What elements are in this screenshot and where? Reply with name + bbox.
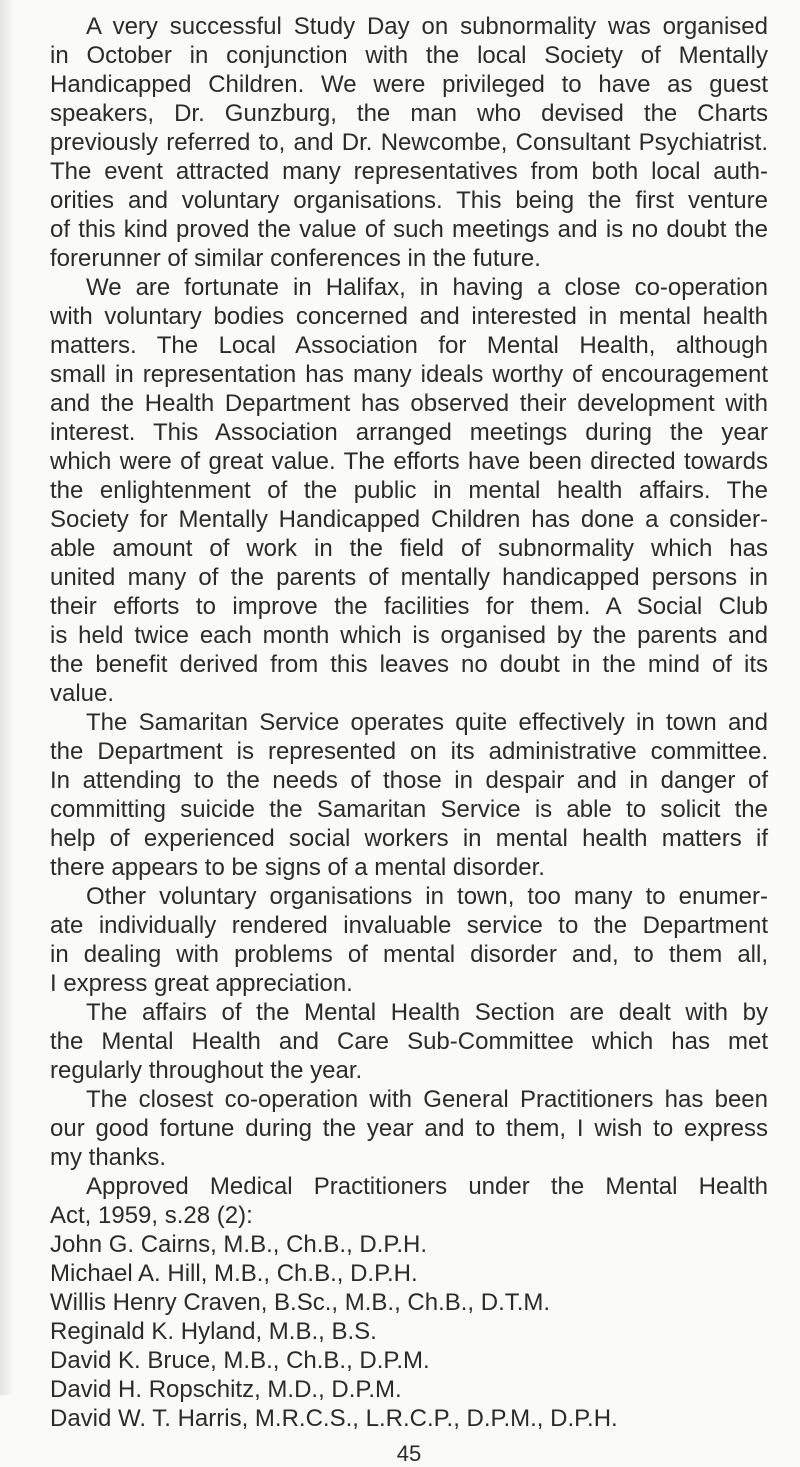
text-line: in October in conjunction with the local Society of Mentally: [50, 42, 768, 69]
text-line: Act, 1959, s.28 (2):: [50, 1202, 253, 1229]
page-edge-shadow: [0, 0, 14, 1395]
text-line: A very successful Study Day on subnormality was organised: [86, 13, 768, 40]
text-line: In attending to the needs of those in despair and in danger of: [50, 767, 768, 794]
text-line: united many of the parents of mentally handicapped persons in: [50, 564, 768, 591]
text-line: matters. The Local Association for Mental Health, although: [50, 332, 768, 359]
practitioner-name: John G. Cairns, M.B., Ch.B., D.P.H.: [50, 1231, 428, 1258]
text-line: the Department is represented on its administrative committee.: [50, 738, 768, 765]
text-line: of this kind proved the value of such meetings and is no doubt the: [50, 216, 768, 243]
text-line: The affairs of the Mental Health Section are dealt with by: [86, 999, 768, 1026]
text-line: ate individually rendered invaluable service to the Department: [50, 912, 768, 939]
document-body: [50, 0, 768, 1467]
text-line: Approved Medical Practitioners under the Mental Health: [86, 1173, 768, 1200]
practitioner-name: David K. Bruce, M.B., Ch.B., D.P.M.: [50, 1347, 430, 1374]
text-line: our good fortune during the year and to them, I wish to express: [50, 1115, 768, 1142]
practitioner-name: David W. T. Harris, M.R.C.S., L.R.C.P., D.P.M., D.P.H.: [50, 1405, 618, 1432]
text-line: is held twice each month which is organised by the parents and: [50, 622, 768, 649]
text-line: help of experienced social workers in mental health matters if: [50, 825, 768, 852]
text-line: I express great appreciation.: [50, 970, 353, 997]
text-line: and the Health Department has observed their development with: [50, 390, 768, 417]
text-line: speakers, Dr. Gunzburg, the man who devised the Charts: [50, 100, 768, 127]
practitioner-list: [50, 1230, 768, 1433]
text-line: Society for Mentally Handicapped Children has done a consider-: [50, 506, 768, 533]
text-line: able amount of work in the field of subnormality which has: [50, 535, 768, 562]
text-line: Other voluntary organisations in town, too many to enumer-: [86, 883, 768, 910]
text-line: my thanks.: [50, 1144, 167, 1171]
text-line: orities and voluntary organisations. This being the first venture: [50, 187, 768, 214]
paragraph: [50, 1085, 768, 1172]
practitioner-name: Reginald K. Hyland, M.B., B.S.: [50, 1318, 377, 1345]
text-line: The Samaritan Service operates quite effectively in town and: [86, 709, 768, 736]
text-line: there appears to be signs of a mental disorder.: [50, 854, 545, 881]
text-line: The event attracted many representatives from both local auth-: [50, 158, 768, 185]
text-line: previously referred to, and Dr. Newcombe, Consultant Psychiatrist.: [50, 129, 768, 156]
paragraph: [50, 882, 768, 998]
practitioner-name: Willis Henry Craven, B.Sc., M.B., Ch.B., D.T.M.: [50, 1289, 551, 1316]
text-line: committing suicide the Samaritan Service is able to solicit the: [50, 796, 768, 823]
text-line: which were of great value. The efforts have been directed towards: [50, 448, 768, 475]
text-line: Handicapped Children. We were privileged to have as guest: [50, 71, 768, 98]
text-line: in dealing with problems of mental disorder and, to them all,: [50, 941, 768, 968]
text-line: the Mental Health and Care Sub-Committee which has met: [50, 1028, 768, 1055]
text-line: the enlightenment of the public in mental health affairs. The: [50, 477, 768, 504]
paragraph: [50, 998, 768, 1085]
text-line: interest. This Association arranged meetings during the year: [50, 419, 768, 446]
text-line: small in representation has many ideals worthy of encouragement: [50, 361, 768, 388]
text-line: regularly throughout the year.: [50, 1057, 363, 1084]
paragraph: [50, 12, 768, 273]
text-line: The closest co-operation with General Practitioners has been: [86, 1086, 768, 1113]
page-number: 45: [396, 1441, 422, 1466]
text-line: their efforts to improve the facilities for them. A Social Club: [50, 593, 768, 620]
paragraph: [50, 273, 768, 708]
text-line: with voluntary bodies concerned and interested in mental health: [50, 303, 768, 330]
text-line: forerunner of similar conferences in the future.: [50, 245, 541, 272]
paragraph: [50, 1172, 768, 1230]
text-line: We are fortunate in Halifax, in having a close co-operation: [86, 274, 768, 301]
text-line: value.: [50, 680, 115, 707]
practitioner-name: Michael A. Hill, M.B., Ch.B., D.P.H.: [50, 1260, 418, 1287]
text-line: the benefit derived from this leaves no doubt in the mind of its: [50, 651, 768, 678]
paragraph: [50, 708, 768, 882]
practitioner-name: David H. Ropschitz, M.D., D.P.M.: [50, 1376, 402, 1403]
